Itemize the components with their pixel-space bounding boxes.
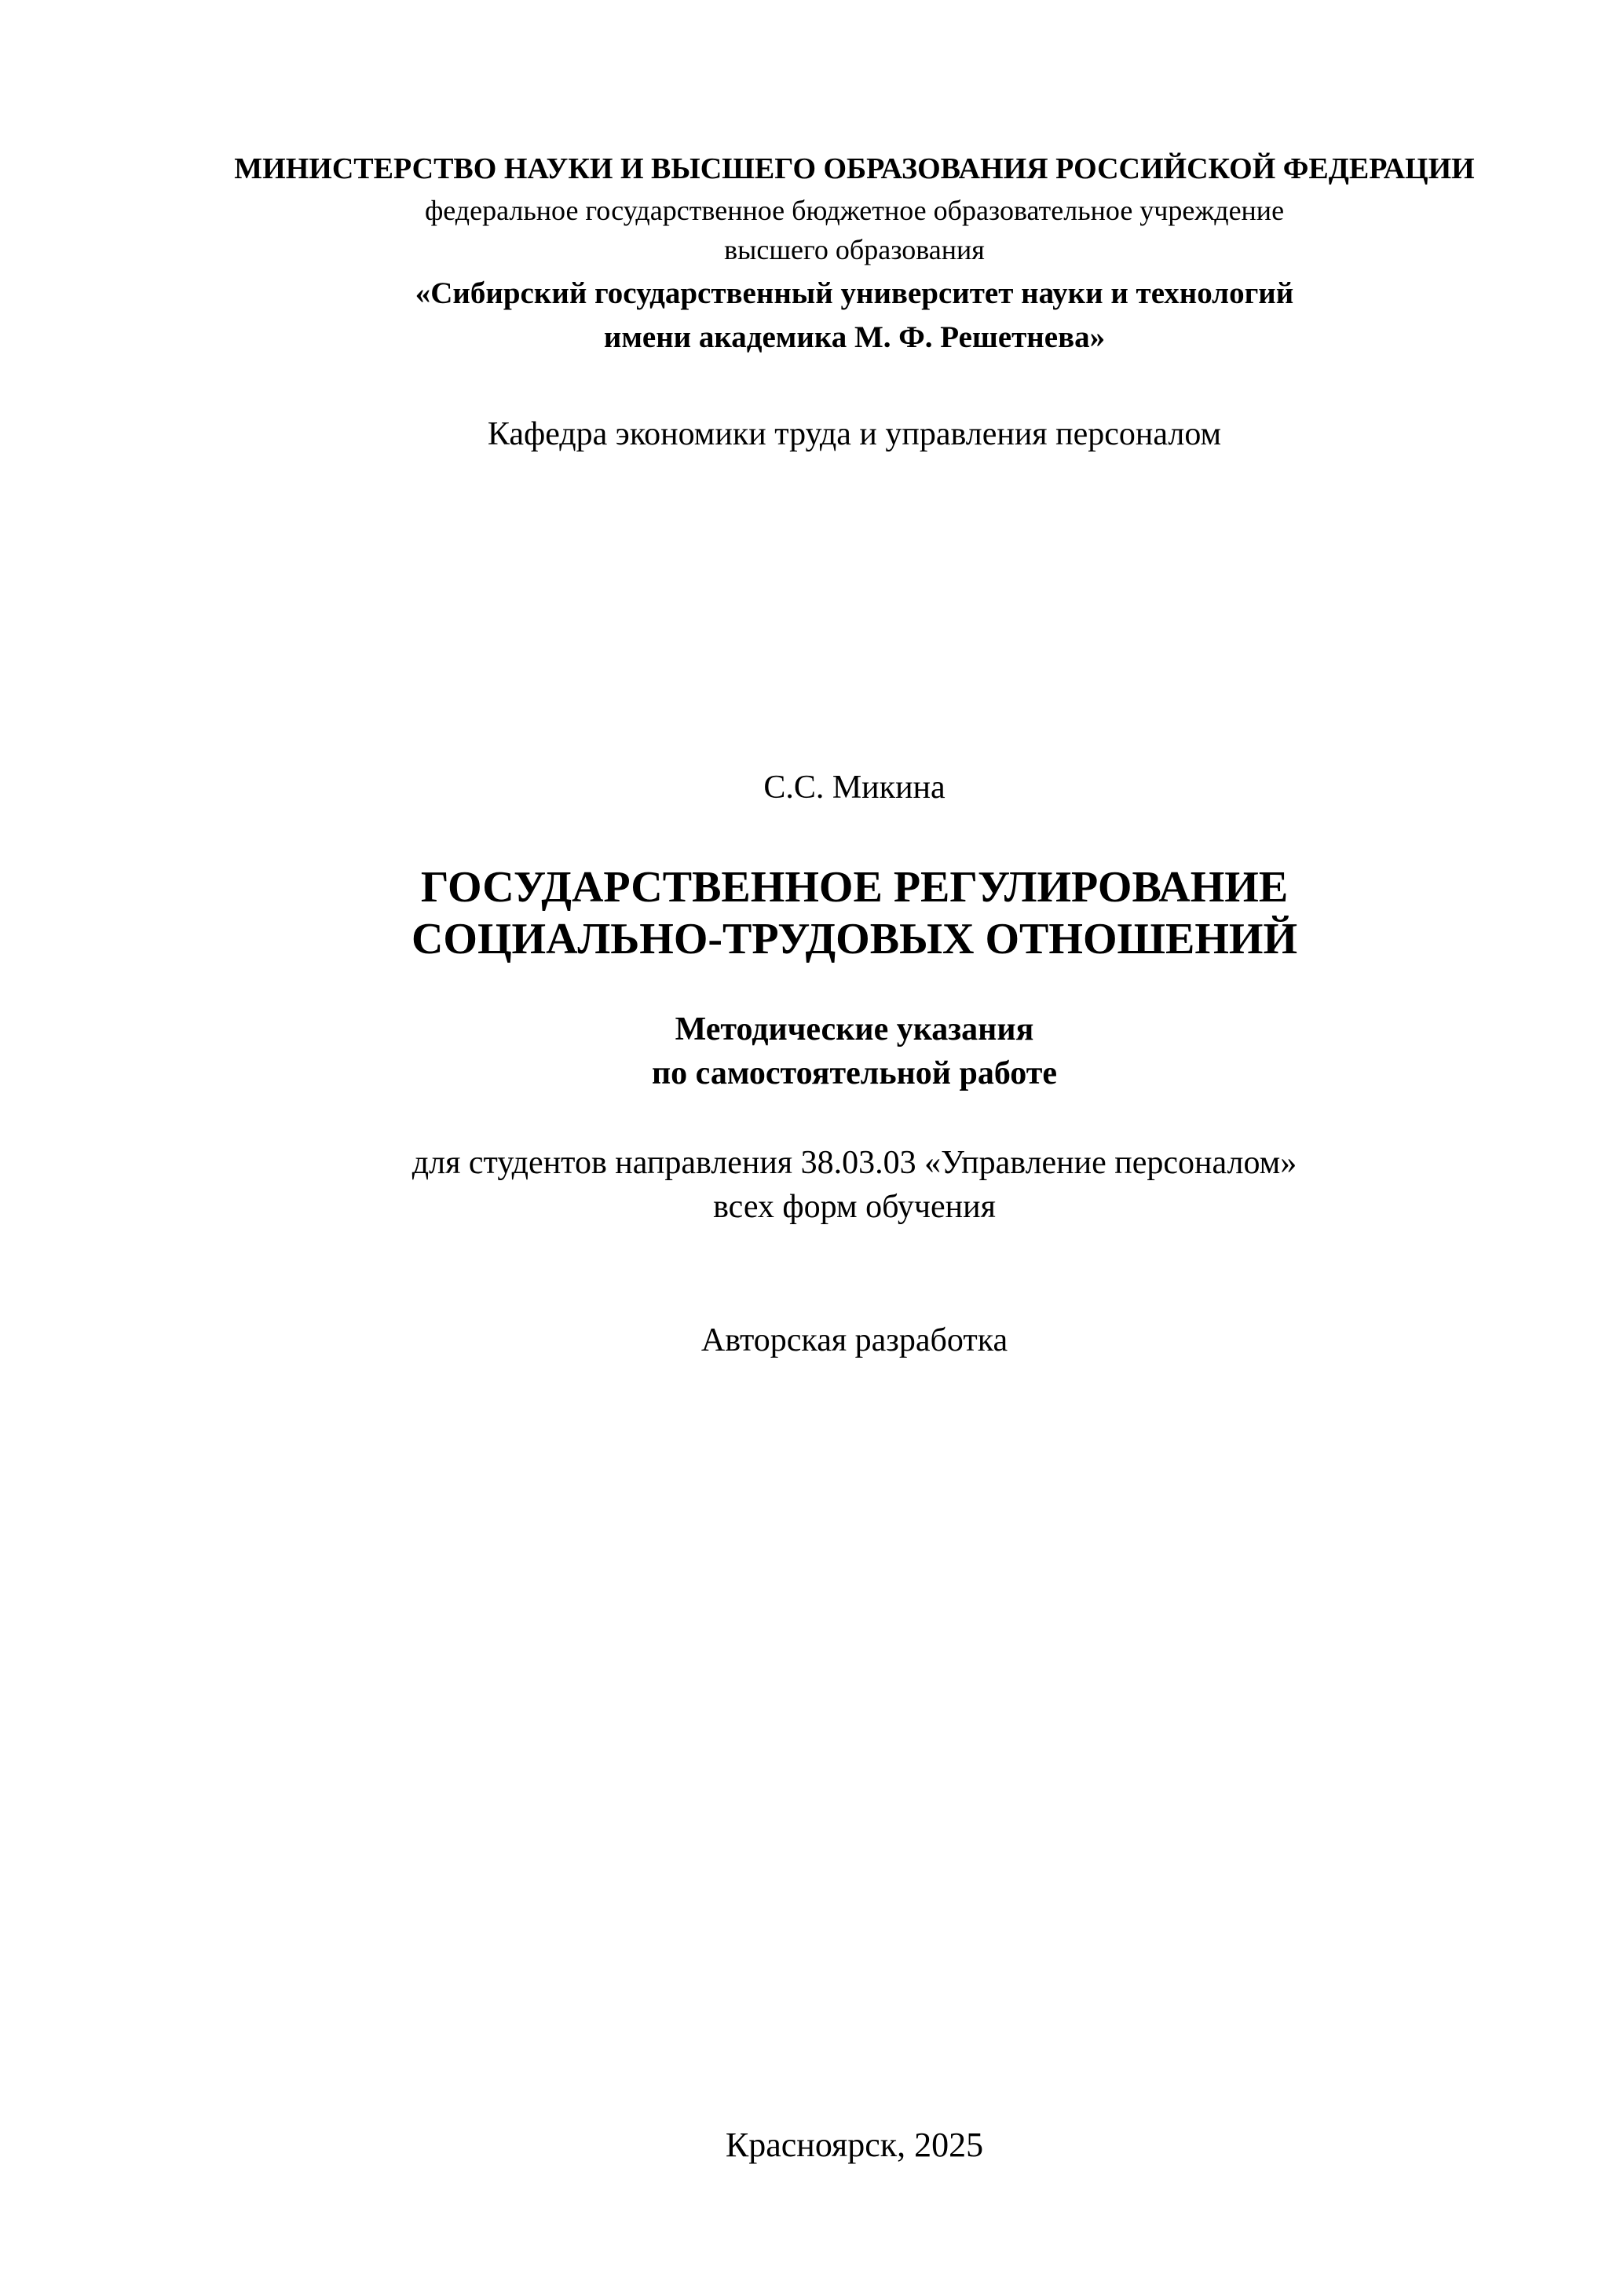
- institution-type-line-2: высшего образования: [724, 234, 985, 265]
- department-name: Кафедра экономики труда и управления персоналом: [487, 416, 1222, 452]
- work-type: Авторская разработка: [700, 1322, 1008, 1358]
- audience-line-1: для студентов направления 38.03.03 «Управление персоналом»: [411, 1145, 1297, 1181]
- author-name: С.С. Микина: [763, 770, 946, 806]
- institution-type-line-1: федеральное государственное бюджетное образовательное учреждение: [424, 195, 1285, 226]
- document-title-line-1: ГОСУДАРСТВЕННОЕ РЕГУЛИРОВАНИЕ: [420, 863, 1289, 912]
- document-subtitle-line-2: по самостоятельной работе: [651, 1055, 1058, 1091]
- ministry-heading: МИНИСТЕРСТВО НАУКИ И ВЫСШЕГО ОБРАЗОВАНИЯ РОССИЙСКОЙ ФЕДЕРАЦИИ: [234, 152, 1475, 185]
- city-year: Красноярск, 2025: [725, 2126, 984, 2164]
- university-name-line-1: «Сибирский государственный университет науки и технологий: [415, 276, 1294, 310]
- audience-line-2: всех форм обучения: [713, 1189, 996, 1225]
- university-name-line-2: имени академика М. Ф. Решетнева»: [603, 320, 1106, 354]
- document-title-line-2: СОЦИАЛЬНО-ТРУДОВЫХ ОТНОШЕНИЙ: [411, 915, 1298, 963]
- document-subtitle-line-1: Методические указания: [675, 1011, 1034, 1047]
